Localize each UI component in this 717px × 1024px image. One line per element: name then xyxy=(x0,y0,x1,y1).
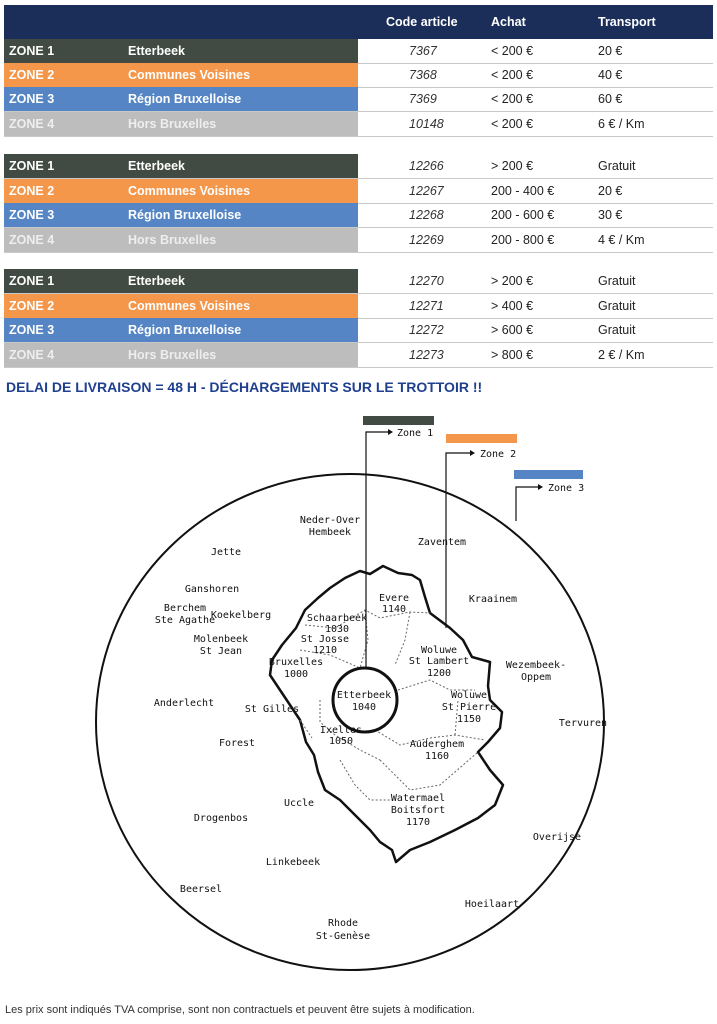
commune-label: Neder-Over xyxy=(299,515,361,526)
commune-label: Ste Agathe xyxy=(154,615,216,626)
table-header xyxy=(4,5,713,39)
zone-label: ZONE 4 xyxy=(9,348,55,362)
transport-cell: Gratuit xyxy=(598,274,636,288)
commune-label: Zaventem xyxy=(417,537,467,548)
table-row xyxy=(4,39,713,64)
code-cell: 12269 xyxy=(409,233,444,247)
commune-label: Anderlecht xyxy=(153,698,215,709)
arrow-icon xyxy=(388,429,393,435)
zone2-legend-label: Zone 2 xyxy=(480,449,517,460)
zone-name: Communes Voisines xyxy=(128,184,251,198)
transport-cell: 20 € xyxy=(598,44,623,58)
zone-label: ZONE 3 xyxy=(9,92,55,106)
commune-label: Schaarbeek xyxy=(306,613,368,624)
code-cell: 12270 xyxy=(409,274,444,288)
commune-label: Hoeilaart xyxy=(464,899,520,910)
achat-cell: < 200 € xyxy=(491,44,534,58)
commune-label: 1040 xyxy=(351,702,377,713)
header-achat: Achat xyxy=(491,15,526,29)
commune-label: Koekelberg xyxy=(210,610,272,621)
code-cell: 12268 xyxy=(409,208,444,222)
code-cell: 12273 xyxy=(409,348,444,362)
transport-cell: Gratuit xyxy=(598,159,636,173)
commune-label: 1160 xyxy=(424,751,450,762)
zone3-legend-label: Zone 3 xyxy=(548,483,585,494)
commune-label: Overijse xyxy=(532,832,582,843)
commune-label: Jette xyxy=(210,547,242,558)
commune-label: 1150 xyxy=(456,714,482,725)
zone-cell xyxy=(4,112,358,136)
zone-cell xyxy=(4,294,358,318)
zone-cell xyxy=(4,228,358,252)
transport-cell: Gratuit xyxy=(598,299,636,313)
achat-cell: > 800 € xyxy=(491,348,534,362)
zone-name: Etterbeek xyxy=(128,274,185,288)
commune-label: Wezembeek- xyxy=(505,660,567,671)
code-cell: 12272 xyxy=(409,323,444,337)
zone3-legend-bar xyxy=(514,470,583,479)
commune-label: 1000 xyxy=(283,669,309,680)
transport-cell: Gratuit xyxy=(598,323,636,337)
commune-label: St-Genèse xyxy=(315,931,371,942)
zone1-legend-label: Zone 1 xyxy=(397,428,434,439)
commune-label: Woluwe xyxy=(450,690,488,701)
commune-label: Drogenbos xyxy=(193,813,249,824)
commune-label: St Jean xyxy=(199,646,243,657)
zone-name: Communes Voisines xyxy=(128,68,251,82)
header-transport: Transport xyxy=(598,15,656,29)
table-row xyxy=(4,228,713,253)
zone-label: ZONE 4 xyxy=(9,233,55,247)
table-row xyxy=(4,154,713,179)
commune-label: 1210 xyxy=(312,645,338,656)
commune-label: 1030 xyxy=(324,624,350,635)
transport-cell: 60 € xyxy=(598,92,623,106)
commune-label: St Josse xyxy=(300,634,350,645)
code-cell: 12271 xyxy=(409,299,444,313)
transport-cell: 4 € / Km xyxy=(598,233,645,247)
code-cell: 10148 xyxy=(409,117,444,131)
transport-cell: 6 € / Km xyxy=(598,117,645,131)
commune-label: Oppem xyxy=(520,672,552,683)
zone4-circle xyxy=(96,474,604,970)
commune-label: Molenbeek xyxy=(193,634,249,645)
delivery-notice: DELAI DE LIVRAISON = 48 H - DÉCHARGEMENTS SUR LE TROTTOIR !! xyxy=(6,379,483,395)
zone-cell xyxy=(4,87,358,111)
zone2-legend-bar xyxy=(446,434,517,443)
commune-label: St Pierre xyxy=(441,702,497,713)
code-cell: 7369 xyxy=(409,92,437,106)
footer-disclaimer: Les prix sont indiqués TVA comprise, sont non contractuels et peuvent être sujets à modification. xyxy=(5,1004,475,1016)
zone-name: Hors Bruxelles xyxy=(128,233,217,247)
commune-label: Watermael xyxy=(390,793,446,804)
table-row xyxy=(4,112,713,137)
achat-cell: > 200 € xyxy=(491,274,534,288)
commune-label: Linkebeek xyxy=(265,857,321,868)
commune-label: Bruxelles xyxy=(268,657,324,668)
zone-label: ZONE 3 xyxy=(9,323,55,337)
commune-label: Ganshoren xyxy=(184,584,240,595)
zone-name: Région Bruxelloise xyxy=(128,323,242,337)
zone-cell xyxy=(4,154,358,178)
commune-label: Ixelles xyxy=(319,725,363,736)
zone-label: ZONE 3 xyxy=(9,208,55,222)
commune-label: Beersel xyxy=(179,884,223,895)
zone-label: ZONE 1 xyxy=(9,159,55,173)
code-cell: 7367 xyxy=(409,44,437,58)
commune-label: St Gilles xyxy=(244,704,300,715)
zone-cell xyxy=(4,343,358,367)
table-row xyxy=(4,318,713,343)
commune-label: Forest xyxy=(218,738,256,749)
transport-cell: 20 € xyxy=(598,184,623,198)
arrow-icon xyxy=(470,450,475,456)
achat-cell: < 200 € xyxy=(491,92,534,106)
zone1-legend-bar xyxy=(363,416,434,425)
zone-label: ZONE 4 xyxy=(9,117,55,131)
zone-cell xyxy=(4,318,358,342)
zone-label: ZONE 1 xyxy=(9,274,55,288)
commune-label: Uccle xyxy=(283,798,315,809)
zone-label: ZONE 1 xyxy=(9,44,55,58)
transport-cell: 2 € / Km xyxy=(598,348,645,362)
commune-label: Evere xyxy=(378,593,410,604)
commune-label: Tervuren xyxy=(558,718,608,729)
commune-label: Kraainem xyxy=(468,594,518,605)
zone-label: ZONE 2 xyxy=(9,184,55,198)
zone-cell xyxy=(4,269,358,293)
achat-cell: 200 - 600 € xyxy=(491,208,555,222)
leader-lines xyxy=(366,432,538,668)
zone-name: Hors Bruxelles xyxy=(128,348,217,362)
table-row xyxy=(4,343,713,368)
zone-cell xyxy=(4,203,358,227)
code-cell: 7368 xyxy=(409,68,437,82)
zone-map xyxy=(0,400,717,990)
zone-name: Région Bruxelloise xyxy=(128,208,242,222)
commune-label: Boitsfort xyxy=(390,805,446,816)
table-row xyxy=(4,203,713,228)
achat-cell: < 200 € xyxy=(491,117,534,131)
zone-label: ZONE 2 xyxy=(9,299,55,313)
table-row xyxy=(4,179,713,204)
commune-label: 1050 xyxy=(328,736,354,747)
zone-name: Etterbeek xyxy=(128,44,185,58)
arrow-icon xyxy=(538,484,543,490)
commune-label: Auderghem xyxy=(409,739,465,750)
achat-cell: < 200 € xyxy=(491,68,534,82)
zone-cell xyxy=(4,179,358,203)
commune-label: Berchem xyxy=(163,603,207,614)
achat-cell: > 400 € xyxy=(491,299,534,313)
code-cell: 12266 xyxy=(409,159,444,173)
commune-label: Rhode xyxy=(327,918,359,929)
commune-label: Woluwe xyxy=(420,645,458,656)
zone-cell xyxy=(4,63,358,87)
zone-label: ZONE 2 xyxy=(9,68,55,82)
code-cell: 12267 xyxy=(409,184,444,198)
header-code: Code article xyxy=(386,15,458,29)
achat-cell: > 600 € xyxy=(491,323,534,337)
commune-label: 1140 xyxy=(381,604,407,615)
commune-label: 1170 xyxy=(405,817,431,828)
commune-label: St Lambert xyxy=(408,656,470,667)
achat-cell: > 200 € xyxy=(491,159,534,173)
zone-name: Hors Bruxelles xyxy=(128,117,217,131)
transport-cell: 30 € xyxy=(598,208,623,222)
achat-cell: 200 - 400 € xyxy=(491,184,555,198)
zone-cell xyxy=(4,39,358,63)
table-row xyxy=(4,294,713,319)
commune-label: Etterbeek xyxy=(336,690,392,701)
zone-name: Région Bruxelloise xyxy=(128,92,242,106)
zone-name: Communes Voisines xyxy=(128,299,251,313)
table-row xyxy=(4,269,713,294)
commune-label: Hembeek xyxy=(308,527,352,538)
commune-label: 1200 xyxy=(426,668,452,679)
zone-name: Etterbeek xyxy=(128,159,185,173)
table-row xyxy=(4,63,713,88)
achat-cell: 200 - 800 € xyxy=(491,233,555,247)
table-row xyxy=(4,87,713,112)
transport-cell: 40 € xyxy=(598,68,623,82)
